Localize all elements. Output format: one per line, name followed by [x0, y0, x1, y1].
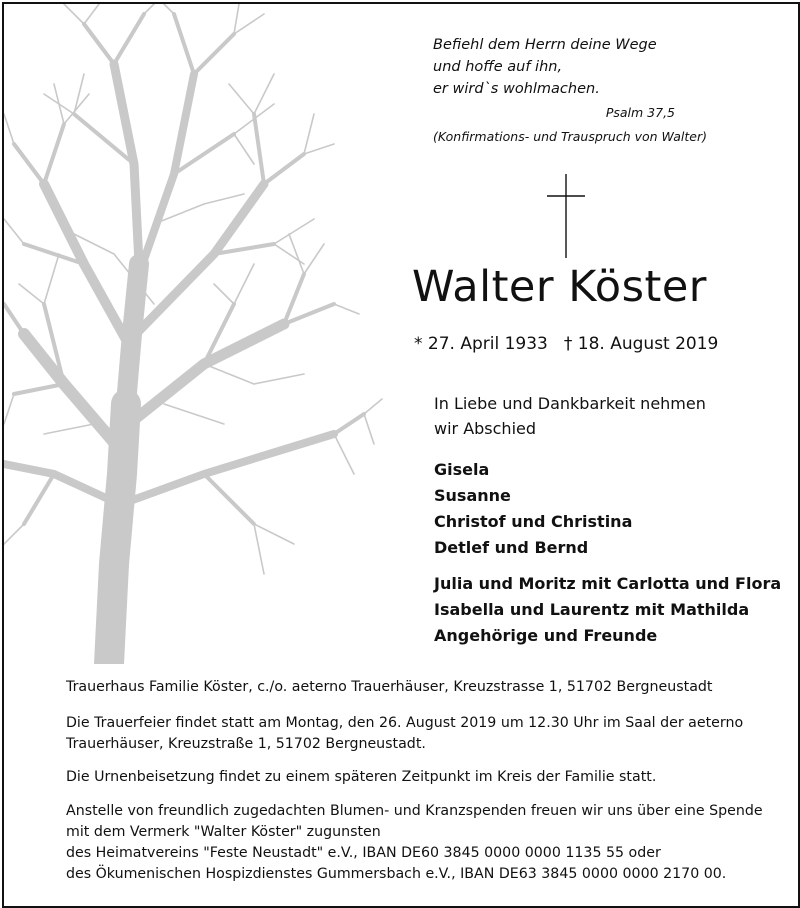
donation-line: des Heimatvereins "Feste Neustadt" e.V., IBAN DE60 3845 0000 0000 1135 55 oder	[66, 845, 661, 861]
mourner-name: Julia und Moritz mit Carlotta und Flora	[434, 574, 782, 593]
mourning-house-address: Trauerhaus Familie Köster, c./o. aeterno Trauerhäuser, Kreuzstrasse 1, 51702 Bergneustadt	[66, 679, 713, 695]
mourners-extended-family	[434, 571, 781, 649]
ceremony-line: Die Trauerfeier findet statt am Montag, den 26. August 2019 um 12.30 Uhr im Saal der aeterno	[66, 715, 744, 731]
mourner-name: Christof und Christina	[434, 512, 633, 531]
donation-line: des Ökumenischen Hospizdienstes Gummersbach e.V., IBAN DE63 3845 0000 0000 2170 00.	[66, 866, 727, 882]
mourner-name: Angehörige und Freunde	[434, 626, 658, 645]
mourner-name: Isabella und Laurentz mit Mathilda	[434, 600, 750, 619]
funeral-ceremony-info	[66, 713, 743, 755]
verse-line: er wird`s wohlmachen.	[433, 81, 600, 97]
bible-verse	[433, 34, 733, 148]
life-dates	[414, 334, 718, 354]
verse-note: (Konfirmations- und Trauspruch von Walter)	[433, 129, 707, 144]
cross-icon	[541, 174, 591, 258]
urn-burial-info: Die Urnenbeisetzung findet zu einem späteren Zeitpunkt im Kreis der Familie statt.	[66, 769, 657, 785]
donation-info	[66, 801, 763, 885]
tree-illustration	[4, 4, 384, 664]
farewell-intro	[434, 391, 734, 441]
verse-reference: Psalm 37,5	[605, 105, 675, 120]
donation-line: mit dem Vermerk "Walter Köster" zugunsten	[66, 824, 381, 840]
mourner-name: Gisela	[434, 460, 490, 479]
mourners-close-family	[434, 457, 632, 561]
intro-line: In Liebe und Dankbarkeit nehmen	[434, 394, 706, 413]
birth-date: * 27. April 1933	[414, 334, 548, 354]
obituary-notice	[2, 2, 800, 908]
intro-line: wir Abschied	[434, 419, 537, 438]
deceased-name: Walter Köster	[412, 262, 707, 312]
verse-line: Befiehl dem Herrn deine Wege	[433, 37, 657, 53]
verse-line: und hoffe auf ihn,	[433, 59, 563, 75]
death-date: † 18. August 2019	[563, 334, 719, 354]
mourner-name: Detlef und Bernd	[434, 538, 589, 557]
ceremony-line: Trauerhäuser, Kreuzstraße 1, 51702 Bergneustadt.	[66, 736, 426, 752]
donation-line: Anstelle von freundlich zugedachten Blumen- und Kranzspenden freuen wir uns über eine Spende	[66, 803, 763, 819]
mourner-name: Susanne	[434, 486, 511, 505]
